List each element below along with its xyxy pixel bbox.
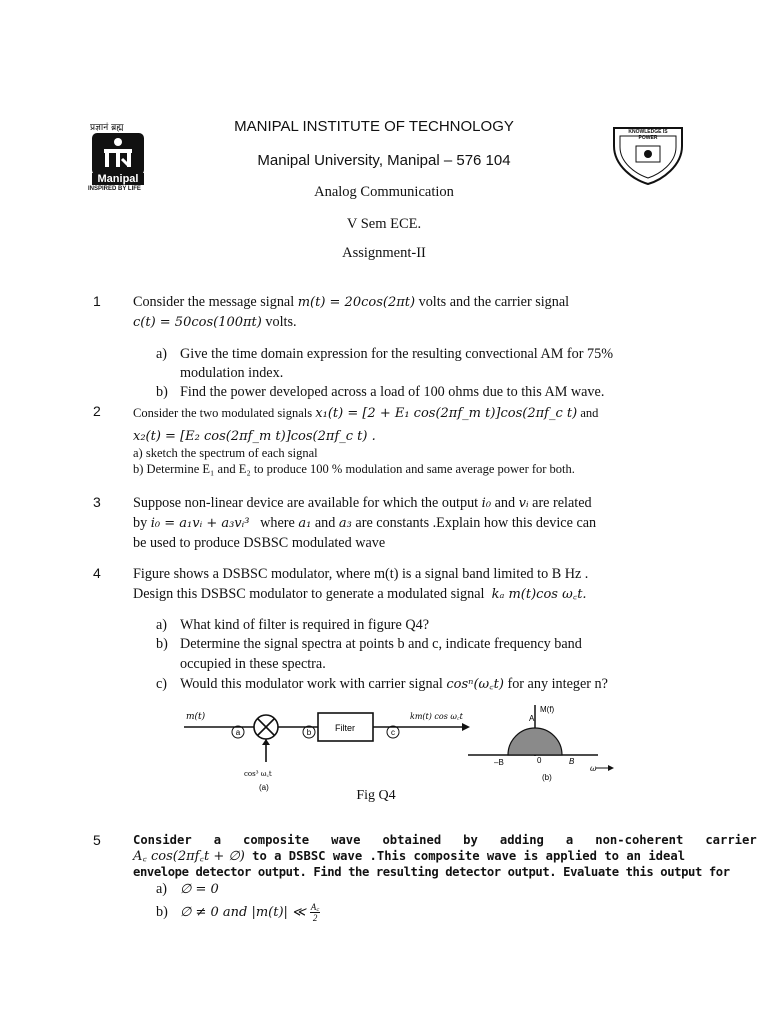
q4-a-label: a) (156, 617, 168, 633)
university-address: Manipal University, Manipal – 576 104 (257, 152, 511, 169)
logo-name: Manipal (92, 173, 144, 185)
q1-a-label: a) (156, 346, 168, 362)
q5-line3: envelope detector output. Find the resulting detector output. Evaluate this output for (133, 865, 730, 879)
q1-a-line1: Give the time domain expression for the resulting convectional AM for 75% (180, 346, 614, 362)
spectrum-pos-b: B (569, 757, 575, 766)
q3-text: Suppose non-linear device are available for which the output (133, 495, 482, 511)
fig-sub-b: (b) (542, 773, 552, 782)
q4-b-line1: Determine the signal spectra at points b and c, indicate frequency band (180, 636, 582, 652)
q4-a-text: What kind of filter is required in figure Q4? (180, 617, 429, 633)
q3-equation: i₀ = a₁vᵢ + a₃vᵢ³ (150, 516, 250, 531)
q3-and: and (491, 495, 519, 511)
q5-frac-num: A꜀ (310, 902, 320, 913)
q4-b-line2: occupied in these spectra. (180, 656, 326, 672)
q3-line1 (133, 493, 592, 514)
q2-and: and (577, 406, 599, 420)
q5-a-label: a) (156, 881, 168, 897)
q2-b-line: b) Determine E₁ and E₂ to produce 100 % modulation and same average power for both. (133, 462, 575, 476)
point-c-label: c (391, 728, 395, 737)
q3-related: are related (528, 495, 592, 511)
q4-c-label: c) (156, 676, 168, 692)
q3-a1: a₁ (298, 516, 312, 531)
q4-c-text: Would this modulator work with carrier signal (180, 676, 447, 692)
carrier-arrow-icon (262, 739, 270, 745)
q4-c-carrier: cosⁿ(ω꜀t) (446, 677, 504, 692)
output-arrow-icon (462, 723, 470, 731)
logo-top-text: प्रज्ञानं ब्रह्म (90, 123, 124, 133)
question-number: 1 (93, 293, 101, 309)
institute-name: MANIPAL INSTITUTE OF TECHNOLOGY (234, 118, 514, 135)
q5-b-label: b) (156, 904, 168, 920)
q1-carrier-signal: c(t) = 50cos(100πt) (133, 315, 262, 330)
spectrum-peak-label: A (529, 714, 535, 723)
question-number: 3 (93, 494, 101, 510)
input-signal-label: m(t) (186, 712, 206, 722)
assignment-title: Assignment-II (342, 245, 426, 261)
q3-and2: and (311, 515, 339, 531)
q5-line2 (133, 848, 685, 865)
q1-line2 (133, 312, 297, 333)
q5-fraction (310, 902, 321, 923)
q1-text: Consider the message signal (133, 294, 298, 310)
q1-line1 (133, 292, 569, 313)
q5-b-math (180, 902, 320, 923)
q2-signal-x2: x₂(t) = [E₂ cos(2πf_m t)]cos(2πf_c t) . (133, 429, 376, 444)
spectrum-omega: ω (590, 764, 597, 773)
q3-by: by (133, 515, 151, 531)
q2-line2 (133, 426, 376, 447)
q1-text-b: volts and the carrier signal (415, 294, 570, 310)
question-number: 4 (93, 565, 101, 581)
q4-modulated-signal: kₐ m(t)cos ω꜀t. (491, 587, 587, 602)
q4-b-label: b) (156, 636, 168, 652)
spectrum-zero: 0 (537, 756, 542, 765)
seal-motto: KNOWLEDGE IS POWER (628, 129, 668, 141)
question-number: 2 (93, 403, 101, 419)
q3-constants: are constants .Explain how this device can (351, 515, 597, 531)
q3-a3: a₃ (338, 516, 352, 531)
fig-sub-a: (a) (259, 783, 269, 792)
omega-arrow-icon (608, 765, 614, 771)
spectrum-neg-b: –B (494, 758, 504, 767)
q3-where: where (249, 515, 299, 531)
q5-frac-den: 2 (312, 913, 318, 924)
q5-carrier: A꜀ cos(2πf꜀t + ∅) (133, 849, 245, 864)
q1-a-line2: modulation index. (180, 365, 284, 381)
q4-c-line (180, 674, 608, 695)
q5-phi-condition: ∅ ≠ 0 and |m(t)| ≪ (180, 905, 310, 920)
question-number: 5 (93, 832, 101, 848)
carrier-label: cos³ ω꜀t (244, 770, 272, 778)
q1-b-label: b) (156, 384, 168, 400)
point-b-label: b (306, 728, 312, 737)
course-title: Analog Communication (314, 184, 454, 200)
dsbsc-modulator-figure (178, 700, 628, 800)
q5-composite-text: to a DSBSC wave .This composite wave is applied to an ideal (244, 849, 686, 863)
q5-a-math (180, 879, 219, 900)
logo-tagline: INSPIRED BY LIFE (88, 186, 141, 192)
q3-line3: be used to produce DSBSC modulated wave (133, 535, 386, 551)
q4-design-text: Design this DSBSC modulator to generate a modulated signal (133, 586, 492, 602)
filter-label: Filter (335, 723, 355, 733)
institute-seal (610, 124, 686, 186)
q5-phi-zero: ∅ = 0 (180, 882, 219, 897)
q5-line1: Consider a composite wave obtained by adding a non-coherent carrier (133, 833, 757, 847)
q2-signal-x1: x₁(t) = [2 + E₁ cos(2πf_m t)]cos(2πf_c t) (315, 406, 578, 421)
q4-c-integer: for any integer n? (503, 676, 608, 692)
q3-vi: vᵢ (518, 496, 529, 511)
q1-message-signal: m(t) = 20cos(2πt) (297, 295, 416, 310)
q1-b-line1: Find the power developed across a load of 100 ohms due to this AM wave. (180, 384, 605, 400)
spectrum-label: M(f) (540, 705, 555, 714)
figure-caption: Fig Q4 (356, 788, 396, 803)
q4-line1: Figure shows a DSBSC modulator, where m(t) is a signal band limited to B Hz . (133, 566, 589, 582)
q4-line2 (133, 584, 587, 605)
output-signal-label: km(t) cos ω꜀t (410, 712, 463, 721)
point-a-label: a (235, 728, 241, 737)
q3-line2 (133, 513, 596, 534)
q2-a-line: a) sketch the spectrum of each signal (133, 446, 318, 460)
spectrum-shape (508, 728, 562, 755)
q2-text: Consider the two modulated signals (133, 406, 316, 420)
semester-label: V Sem ECE. (346, 216, 422, 232)
q1-volts: volts. (261, 314, 297, 330)
q3-i0: i₀ (481, 496, 492, 511)
q2-line1 (133, 403, 598, 424)
